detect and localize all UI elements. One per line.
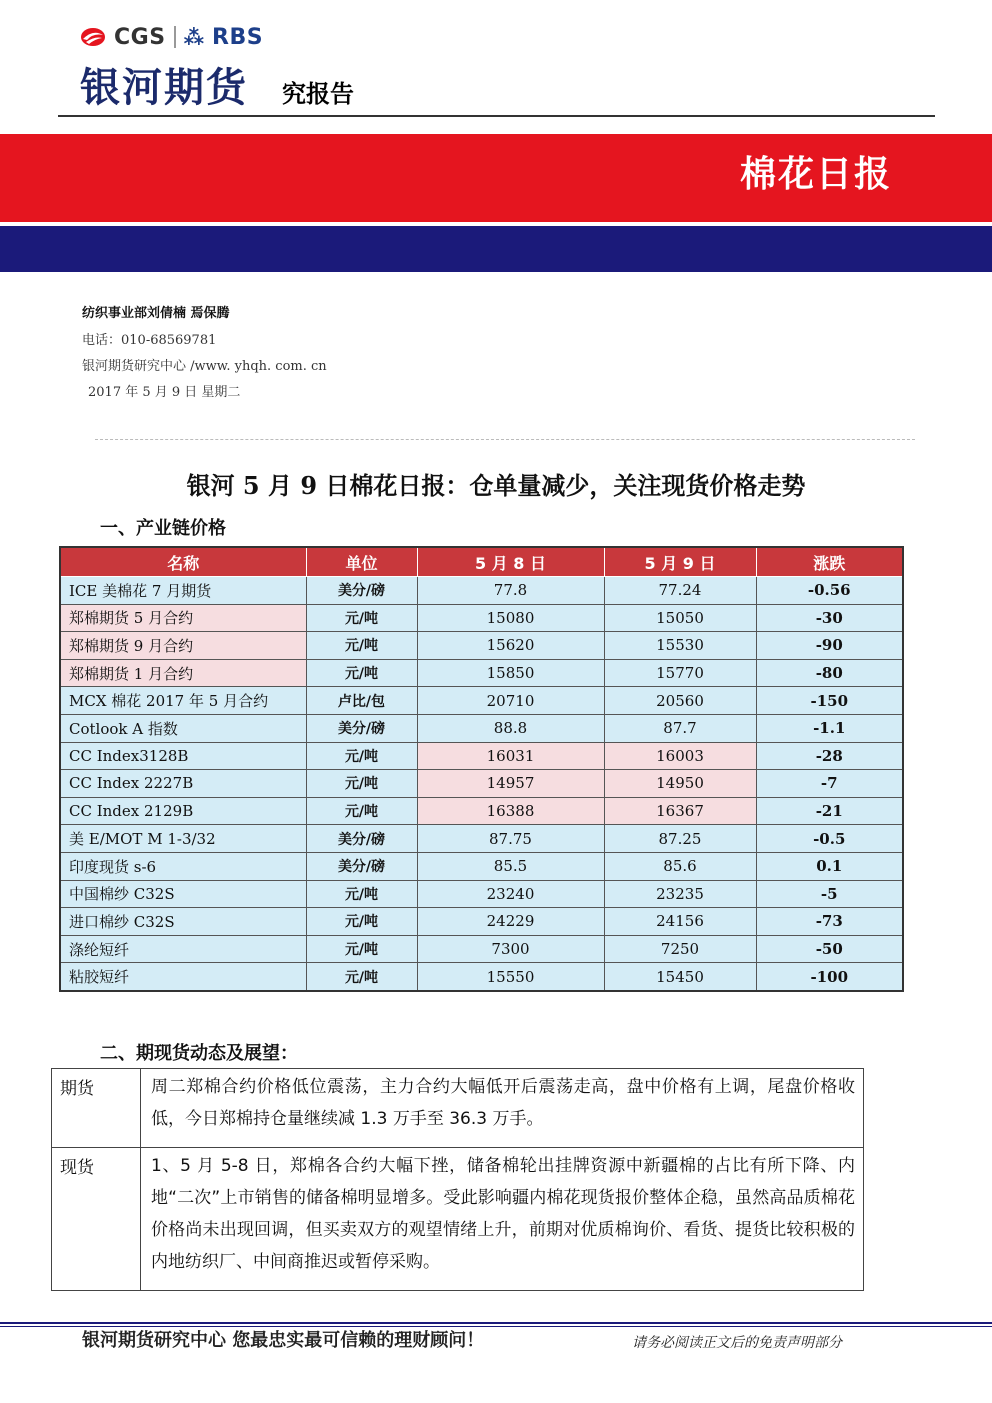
table-row [60,963,903,991]
logo-cgs-text: CGS [114,24,166,50]
header-name: 名称 [60,547,306,577]
section-title-prices: 一、产业链价格 [100,518,226,539]
cell-change: -50 [756,935,903,963]
author-phone: 电话：010-68569781 [82,333,217,348]
cell-name: CC Index3128B [60,742,306,770]
cell-unit: 美分/磅 [306,714,417,742]
author-center: 银河期货研究中心 /www. yhqh. com. cn [82,359,327,374]
footer-slogan: 银河期货研究中心 您最忠实最可信赖的理财顾问！ [82,1330,485,1351]
footer-disclaimer: 请务必阅读正文后的免责声明部分 [632,1335,842,1351]
cell-may8: 15550 [417,963,604,991]
rbs-mark-icon: ⁂ [183,25,205,49]
cell-may9: 24156 [604,908,756,936]
commentary-text: 1、5 月 5-8 日，郑棉各合约大幅下挫，储备棉轮出挂牌资源中新疆棉的占比有所下降、内地“二次”上市销售的储备棉明显增多。受此影响疆内棉花现货报价整体企稳，虽然高品质棉花价格尚未出现回调，但买卖双方的观望情绪上升，前期对优质棉询价、看货、提货比较积极的内地纺织厂、中间商推迟或暂停采购。 [141,1148,864,1291]
cell-unit: 元/吨 [306,908,417,936]
table-row [60,659,903,687]
table-row [60,797,903,825]
cell-name: 郑棉期货 1 月合约 [60,659,306,687]
table-row [60,714,903,742]
cell-unit: 元/吨 [306,604,417,632]
cell-name: 进口棉纱 C32S [60,908,306,936]
cell-may8: 14957 [417,770,604,798]
cell-may9: 15450 [604,963,756,991]
dashed-divider [95,439,915,440]
cell-change: -73 [756,908,903,936]
cell-name: 郑棉期货 9 月合约 [60,632,306,660]
cell-unit: 卢比/包 [306,687,417,715]
cell-may8: 15620 [417,632,604,660]
cell-change: -0.5 [756,825,903,853]
banner-title: 棉花日报 [739,154,892,195]
commentary-row-spot [52,1148,864,1291]
cell-may8: 85.5 [417,852,604,880]
report-type: 究报告 [282,80,354,108]
header-may9: 5 月 9 日 [604,547,756,577]
report-date: 2017 年 5 月 9 日 星期二 [88,385,241,400]
cell-may8: 23240 [417,880,604,908]
cell-unit: 美分/磅 [306,577,417,605]
cell-may9: 15530 [604,632,756,660]
cell-unit: 美分/磅 [306,825,417,853]
cell-may9: 16367 [604,797,756,825]
cell-name: 美 E/MOT M 1-3/32 [60,825,306,853]
cell-unit: 元/吨 [306,963,417,991]
cell-change: -100 [756,963,903,991]
cell-name: Cotlook A 指数 [60,714,306,742]
commentary-table [51,1068,864,1291]
section-title-outlook: 二、期现货动态及展望： [100,1043,298,1064]
cell-may9: 7250 [604,935,756,963]
cell-name: 粘胶短纤 [60,963,306,991]
cell-may8: 88.8 [417,714,604,742]
price-table [59,546,904,992]
cell-unit: 元/吨 [306,632,417,660]
cell-may9: 16003 [604,742,756,770]
table-row [60,825,903,853]
table-row [60,880,903,908]
cell-name: MCX 棉花 2017 年 5 月合约 [60,687,306,715]
cell-change: -28 [756,742,903,770]
table-row [60,632,903,660]
cell-change: -30 [756,604,903,632]
cell-name: ICE 美棉花 7 月期货 [60,577,306,605]
cell-may8: 16031 [417,742,604,770]
cell-may8: 15850 [417,659,604,687]
cell-change: -0.56 [756,577,903,605]
commentary-label: 现货 [52,1148,141,1291]
header-divider [58,115,935,117]
cell-change: -21 [756,797,903,825]
cell-may8: 87.75 [417,825,604,853]
cell-change: -90 [756,632,903,660]
cell-may9: 77.24 [604,577,756,605]
report-title: 银河 5 月 9 日棉花日报：仓单量减少，关注现货价格走势 [186,471,806,500]
cgs-swirl-icon [80,26,106,48]
logo-divider [174,26,176,48]
table-row [60,742,903,770]
cell-change: -80 [756,659,903,687]
cell-unit: 元/吨 [306,935,417,963]
table-row [60,604,903,632]
cell-may9: 15770 [604,659,756,687]
company-name: 银河期货 [80,65,248,111]
cell-may8: 15080 [417,604,604,632]
cell-may9: 14950 [604,770,756,798]
cell-may8: 24229 [417,908,604,936]
cell-may9: 15050 [604,604,756,632]
cell-change: -5 [756,880,903,908]
header-may8: 5 月 8 日 [417,547,604,577]
commentary-label: 期货 [52,1069,141,1148]
cell-may9: 20560 [604,687,756,715]
table-row [60,687,903,715]
cell-may8: 16388 [417,797,604,825]
footer-divider [0,1322,992,1324]
logo [80,22,263,52]
cell-name: 中国棉纱 C32S [60,880,306,908]
cell-name: CC Index 2129B [60,797,306,825]
cell-change: 0.1 [756,852,903,880]
author-line: 纺织事业部刘倩楠 焉保腾 [82,306,230,321]
cell-name: CC Index 2227B [60,770,306,798]
table-row [60,908,903,936]
table-row [60,770,903,798]
table-row [60,577,903,605]
cell-may8: 7300 [417,935,604,963]
cell-may8: 20710 [417,687,604,715]
cell-name: 郑棉期货 5 月合约 [60,604,306,632]
cell-unit: 元/吨 [306,770,417,798]
cell-unit: 元/吨 [306,742,417,770]
cell-unit: 元/吨 [306,797,417,825]
cell-may9: 23235 [604,880,756,908]
cell-unit: 元/吨 [306,880,417,908]
banner-blue [0,226,992,272]
cell-change: -1.1 [756,714,903,742]
cell-may9: 87.7 [604,714,756,742]
cell-name: 涤纶短纤 [60,935,306,963]
table-row [60,852,903,880]
commentary-row-futures [52,1069,864,1148]
commentary-text: 周二郑棉合约价格低位震荡，主力合约大幅低开后震荡走高，盘中价格有上调，尾盘价格收低，今日郑棉持仓量继续减 1.3 万手至 36.3 万手。 [141,1069,864,1148]
cell-change: -150 [756,687,903,715]
table-row [60,935,903,963]
price-table-header [60,547,903,577]
header-unit: 单位 [306,547,417,577]
cell-name: 印度现货 s-6 [60,852,306,880]
cell-change: -7 [756,770,903,798]
cell-may9: 85.6 [604,852,756,880]
header-change: 涨跌 [756,547,903,577]
cell-may8: 77.8 [417,577,604,605]
cell-unit: 美分/磅 [306,852,417,880]
cell-unit: 元/吨 [306,659,417,687]
logo-rbs-text: RBS [212,24,264,50]
cell-may9: 87.25 [604,825,756,853]
